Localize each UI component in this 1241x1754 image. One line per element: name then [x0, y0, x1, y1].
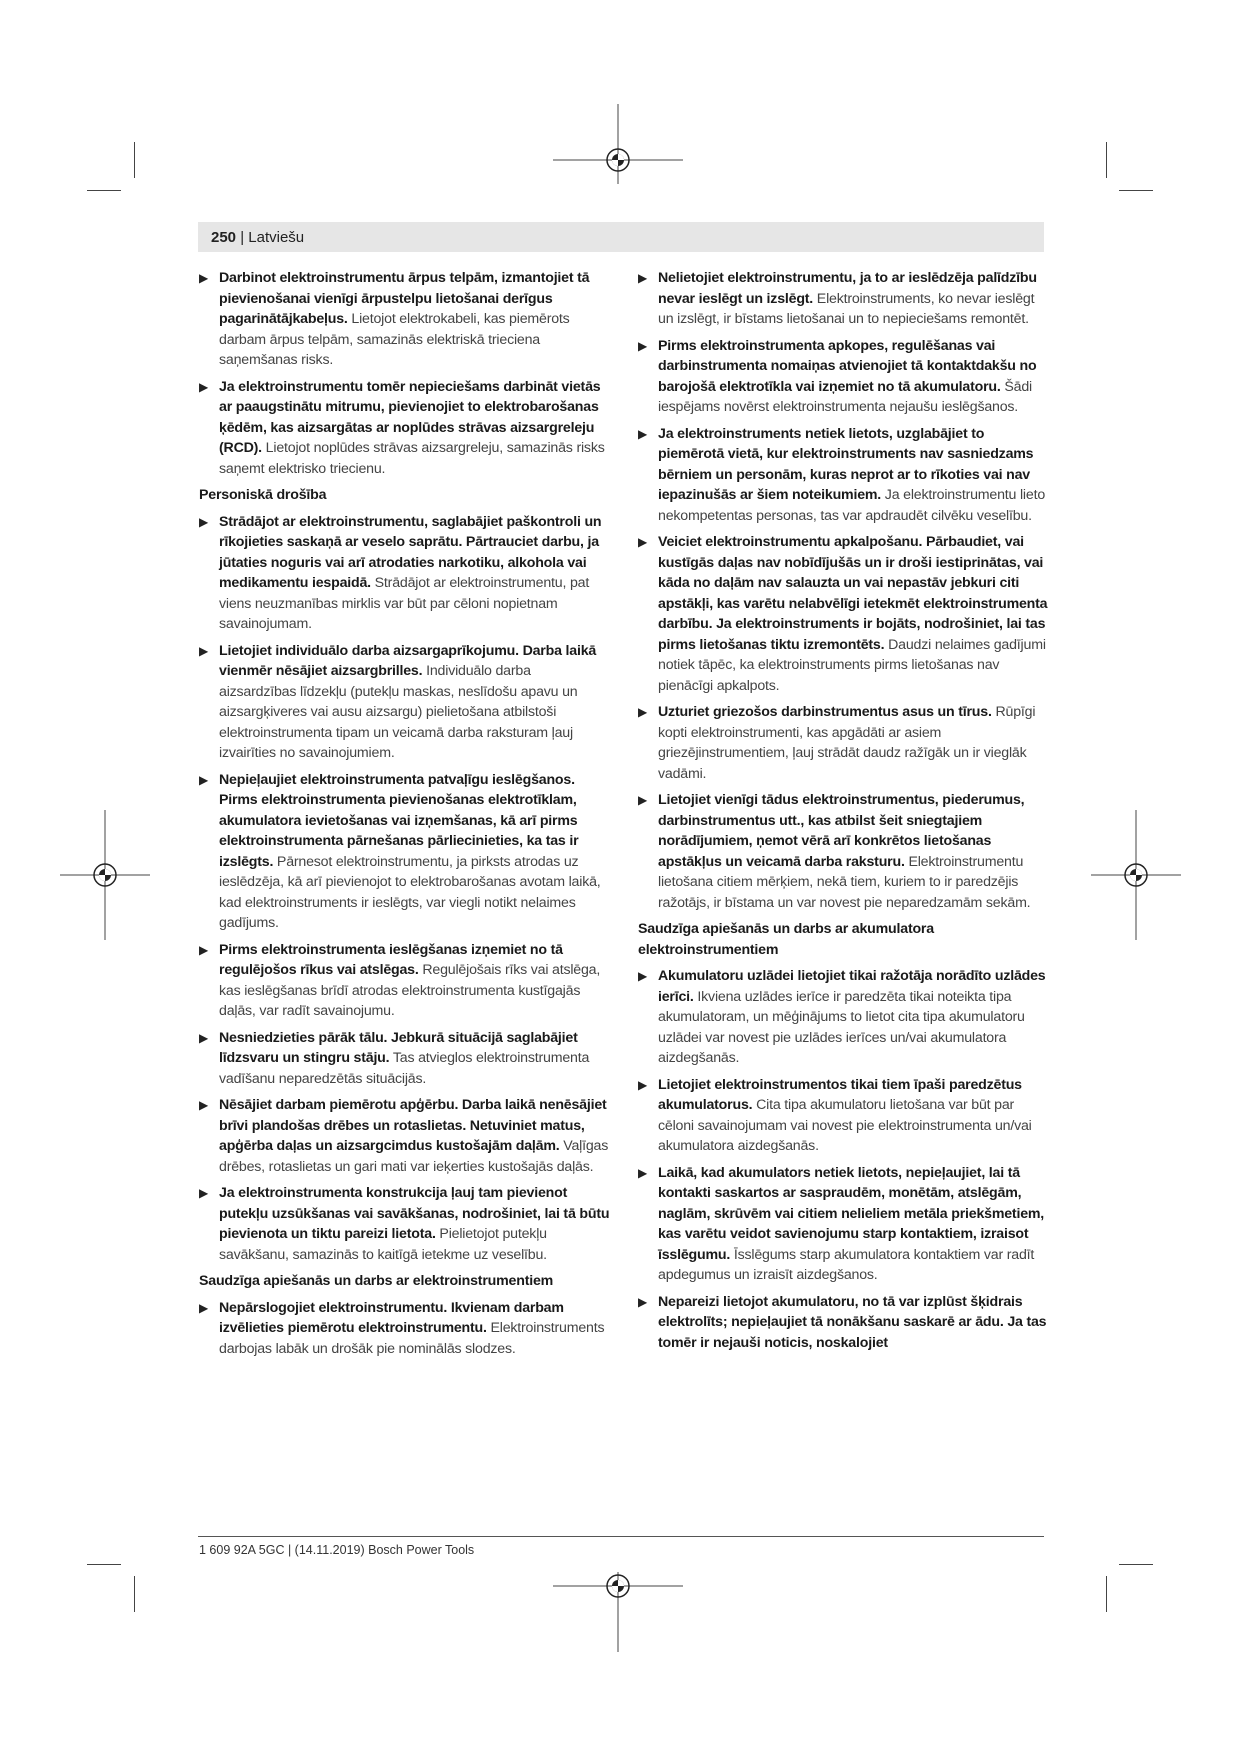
item-bold-text: Pirms elektroinstrumenta ieslēgšanas izņemiet no tā regulējošos rīkus vai atslēgas. — [219, 941, 563, 978]
item-bold-text: Lietojiet individuālo darba aizsargaprīkojumu. Darba laikā vienmēr nēsājiet aizsargbrilles. — [219, 642, 597, 679]
page-number: 250 — [211, 229, 237, 246]
item-text: Strādājot ar elektroinstrumentu, pat viens neuzmanības mirklis var būt par cēloni nopietnam savainojumam. — [219, 575, 590, 632]
bullet-triangle-icon: ▶ — [638, 338, 648, 353]
item-text: Ikviena uzlādes ierīce ir paredzēta tikai noteikta tipa akumulatoram, un mēģinājums to lietot cita tipa akumulatoru uzlādei var novest pie uzlādes ierīces un/vai akumulatora aizdegšanās. — [658, 988, 1025, 1066]
item-text: Lietojot noplūdes strāvas aizsargreleju, samazinās risks saņemt elektrisko triecienu. — [219, 440, 605, 477]
crop-mark-bottom-right-vertical — [1106, 1576, 1107, 1612]
page-footer: 1 609 92A 5GC | (14.11.2019) Bosch Power Tools — [199, 1543, 475, 1557]
safety-item — [199, 512, 611, 635]
item-bold-text: Lietojiet vienīgi tādus elektroinstrumentus, piederumus, darbinstrumentus utt., kas atbilst šeit sniegtajiem norādījumiem, ņemot vērā arī konkrētos lietošanas apstākļus un veicamā darba raksturu. — [658, 792, 1025, 870]
registration-mark-bottom — [553, 1572, 683, 1652]
safety-item — [638, 1292, 1050, 1354]
item-bold-text: Laikā, kad akumulators netiek lietots, nepieļaujiet, lai tā kontakti saskartos ar saspraudēm, monētām, atslēgām, naglām, skrūvēm vai citiem nelieliem metāla priekšmetiem, kas varētu veidot savienojumu starp kontaktiem, izraisot īsslēgumu. — [658, 1164, 1045, 1263]
item-bold-text: Uzturiet griezošos darbinstrumentus asus un tīrus. — [658, 704, 992, 720]
bullet-triangle-icon: ▶ — [638, 793, 648, 807]
right-column — [638, 268, 1050, 1359]
item-bold-text: Nepieļaujiet elektroinstrumenta patvaļīgu ieslēgšanos. Pirms elektroinstrumenta pievienošanas elektrotīklam, akumulatora ievietošanas vai izņemšanas, kā arī pirms elektroinstrumenta pārnešanas pārliecinieties, ka tas ir izslēgts. — [219, 771, 579, 870]
item-text: Cita tipa akumulatoru lietošana var būt par cēloni savainojumam vai novest pie elektroinstrumenta un/vai akumulatora aizdegšanās. — [658, 1097, 1032, 1154]
safety-item — [638, 424, 1050, 527]
bullet-triangle-icon: ▶ — [638, 1077, 648, 1092]
safety-item — [199, 377, 611, 480]
safety-item — [638, 268, 1050, 330]
item-bold-text: Ja elektroinstruments netiek lietots, uzglabājiet to piemērotā vietā, kur elektroinstruments nav sasniedzams bērniem un personām, kuras neprot ar to rīkoties vai nav iepazinušās ar šiem noteikumiem. — [658, 425, 1034, 503]
safety-item — [199, 1183, 611, 1265]
item-bold-text: Darbinot elektroinstrumentu ārpus telpām, izmantojiet tā pievienošanai vienīgi ārpustelpu lietošanai derīgus pagarinātājkabeļus. — [219, 270, 590, 327]
item-bold-text: Nepārslogojiet elektroinstrumentu. Ikvienam darbam izvēlieties piemērotu elektroinstrumentu. — [219, 1299, 564, 1336]
crop-mark-bottom-left-horizontal — [87, 1564, 121, 1565]
registration-mark-right — [1091, 810, 1181, 940]
safety-item — [638, 532, 1050, 696]
item-text: Pārnesot elektroinstrumentu, ja pirksts atrodas uz ieslēdzēja, kā arī pievienojot to elektrobarošanas avotam laikā, kad elektroinstruments ir ieslēgts, var viegli notikt nelaimes gadījums. — [219, 853, 601, 931]
item-bold-text: Lietojiet elektroinstrumentos tikai tiem īpaši paredzētus akumulatorus. — [658, 1076, 1022, 1113]
bullet-triangle-icon: ▶ — [199, 1098, 209, 1112]
section-heading: Saudzīga apiešanās un darbs ar akumulatora elektroinstrumentiem — [638, 921, 934, 958]
footer-rule — [198, 1536, 1044, 1537]
crop-mark-top-left-vertical — [134, 142, 135, 178]
item-bold-text: Nepareizi lietojot akumulatoru, no tā var izplūst šķidrais elektrolīts; nepieļaujiet tā nonākšanu saskarē ar ādu. Ja tas tomēr ir nejauši noticis, noskalojiet — [658, 1293, 1047, 1351]
safety-item — [199, 770, 611, 934]
bullet-triangle-icon: ▶ — [199, 942, 209, 957]
page-header-bar — [198, 222, 1044, 252]
section-heading: Saudzīga apiešanās un darbs ar elektroinstrumentiem — [199, 1273, 554, 1289]
registration-mark-top — [553, 104, 683, 184]
crop-mark-bottom-right-horizontal — [1119, 1564, 1153, 1565]
safety-item — [199, 641, 611, 764]
item-text: Rūpīgi kopti elektroinstrumenti, kas apgādāti ar asiem griezējinstrumentiem, ļauj strādāt daudz ražīgāk un ir vieglāk vadāmi. — [658, 704, 1036, 782]
item-text: Elektroinstrumentu lietošana citiem mērķiem, nekā tiem, kuriem to ir paredzējis ražotājs, ir bīstama un var novest pie neparedzamām sekām. — [658, 853, 1031, 911]
header-separator: | — [240, 229, 245, 246]
bullet-triangle-icon: ▶ — [638, 271, 648, 285]
registration-mark-left — [60, 810, 150, 940]
item-text: Īsslēgums starp akumulatora kontaktiem var radīt apdegumus un izraisīt aizdegšanos. — [658, 1246, 1035, 1283]
item-text: Ja elektroinstrumentu lieto nekompetentas personas, tas var apdraudēt cilvēku veselību. — [658, 487, 1046, 524]
left-column — [199, 268, 611, 1365]
item-bold-text: Nēsājiet darbam piemērotu apģērbu. Darba laikā nenēsājiet brīvi plandošas drēbes un rotaslietas. Netuviniet matus, apģērba daļas un aizsargcimdus kustošajām daļām. — [219, 1097, 607, 1154]
bullet-triangle-icon: ▶ — [638, 1165, 648, 1180]
bullet-triangle-icon: ▶ — [638, 426, 648, 441]
item-bold-text: Akumulatoru uzlādei lietojiet tikai ražotāja norādīto uzlādes ierīci. — [658, 968, 1046, 1005]
bullet-triangle-icon: ▶ — [199, 514, 209, 529]
item-text: Tas atvieglos elektroinstrumenta vadīšanu neparedzētās situācijās. — [219, 1050, 590, 1087]
item-text: Elektroinstruments, ko nevar ieslēgt un izslēgt, ir bīstams lietošanai un to nepieciešams remontēt. — [658, 290, 1035, 327]
crop-mark-top-right-vertical — [1106, 142, 1107, 178]
bullet-triangle-icon: ▶ — [638, 535, 648, 549]
item-text: Vaļīgas drēbes, rotaslietas un gari mati var ieķerties kustošajās daļās. — [219, 1138, 609, 1175]
section-heading: Personiskā drošība — [199, 487, 327, 503]
header-language: Latviešu — [248, 229, 305, 246]
item-bold-text: Strādājot ar elektroinstrumentu, saglabājiet paškontroli un rīkojieties saskaņā ar veselo saprātu. Pārtrauciet darbu, ja jūtaties noguris vai arī atrodaties narkotiku, alkohola vai medikamentu iespaidā. — [219, 513, 602, 591]
bullet-triangle-icon: ▶ — [638, 1294, 648, 1309]
bullet-triangle-icon: ▶ — [199, 772, 209, 787]
safety-item — [199, 268, 611, 371]
safety-item — [199, 1298, 611, 1360]
item-bold-text: Nesniedzieties pārāk tālu. Jebkurā situācijā saglabājiet līdzsvaru un stingru stāju. — [219, 1029, 578, 1066]
safety-item — [199, 940, 611, 1022]
bullet-triangle-icon: ▶ — [638, 705, 648, 719]
safety-item — [199, 1095, 611, 1177]
item-text: Individuālo darba aizsardzības līdzekļu (putekļu maskas, neslīdošu apavu un aizsargķiveres vai ausu aizsargu) pielietošana atbilstoši elektroinstrumenta tipam un veicamā darba raksturam ļauj izvairīties no savainojumiem. — [219, 663, 578, 761]
bullet-triangle-icon: ▶ — [199, 379, 209, 394]
safety-item — [638, 702, 1050, 784]
item-text: Regulējošais rīks vai atslēga, kas ieslēgšanas brīdī atrodas elektroinstrumenta kustīgajās daļās, var radīt savainojumu. — [219, 962, 601, 1019]
bullet-triangle-icon: ▶ — [199, 1030, 209, 1045]
item-bold-text: Veiciet elektroinstrumentu apkalpošanu. Pārbaudiet, vai kustīgās daļas nav nobīdījušās un ir droši iestiprinātas, vai kāda no daļām nav salauzta un vai nepastāv jebkuri citi apstākļi, kas varētu nelabvēlīgi ietekmēt elektroinstrumenta darbību. Ja elektroinstruments ir bojāts, nodrošiniet, lai tas pirms lietošanas tiktu izremontēts. — [658, 534, 1048, 653]
safety-item — [638, 790, 1050, 913]
crop-mark-top-right-horizontal — [1119, 190, 1153, 191]
safety-item — [638, 1075, 1050, 1157]
item-text: Elektroinstruments darbojas labāk un drošāk pie nominālās slodzes. — [219, 1320, 605, 1357]
bullet-triangle-icon: ▶ — [199, 643, 209, 658]
item-bold-text: Ja elektroinstrumentu tomēr nepieciešams darbināt vietās ar paaugstinātu mitrumu, pievienojiet to elektrobarošanas ķēdēm, kas aizsargātas ar noplūdes strāvas aizsargreleju (RCD). — [219, 378, 601, 456]
bullet-triangle-icon: ▶ — [199, 1186, 209, 1200]
safety-item — [638, 336, 1050, 418]
item-text: Lietojot elektrokabeli, kas piemērots darbam ārpus telpām, samazinās elektriskā trieciena saņemšanas risks. — [219, 311, 570, 368]
safety-item — [199, 1028, 611, 1090]
item-text: Daudzi nelaimes gadījumi notiek tāpēc, ka elektroinstruments pirms lietošanas nav pienācīgi apkalpots. — [658, 636, 1046, 694]
bullet-triangle-icon: ▶ — [199, 1300, 209, 1315]
crop-mark-top-left-horizontal — [87, 190, 121, 191]
item-bold-text: Nelietojiet elektroinstrumentu, ja to ar ieslēdzēja palīdzību nevar ieslēgt un izslēgt. — [658, 270, 1037, 307]
safety-item — [638, 966, 1050, 1069]
crop-mark-bottom-left-vertical — [134, 1576, 135, 1612]
page-header — [211, 229, 304, 246]
item-bold-text: Ja elektroinstrumenta konstrukcija ļauj tam pievienot putekļu uzsūkšanas vai savākšanas, nodrošiniet, lai tā būtu pievienota un tiktu pareizi lietota. — [219, 1185, 610, 1242]
bullet-triangle-icon: ▶ — [199, 271, 209, 285]
item-text: Pielietojot putekļu savākšanu, samazinās to kaitīgā ietekme uz veselību. — [219, 1226, 547, 1263]
item-text: Šādi iespējams novērst elektroinstrumenta nejaušu ieslēgšanos. — [658, 378, 1032, 415]
safety-item — [638, 1163, 1050, 1286]
bullet-triangle-icon: ▶ — [638, 969, 648, 983]
item-bold-text: Pirms elektroinstrumenta apkopes, regulēšanas vai darbinstrumenta nomaiņas atvienojiet tā kontaktdakšu no barojošā elektrotīkla vai izņemiet no tā akumulatoru. — [658, 337, 1037, 395]
